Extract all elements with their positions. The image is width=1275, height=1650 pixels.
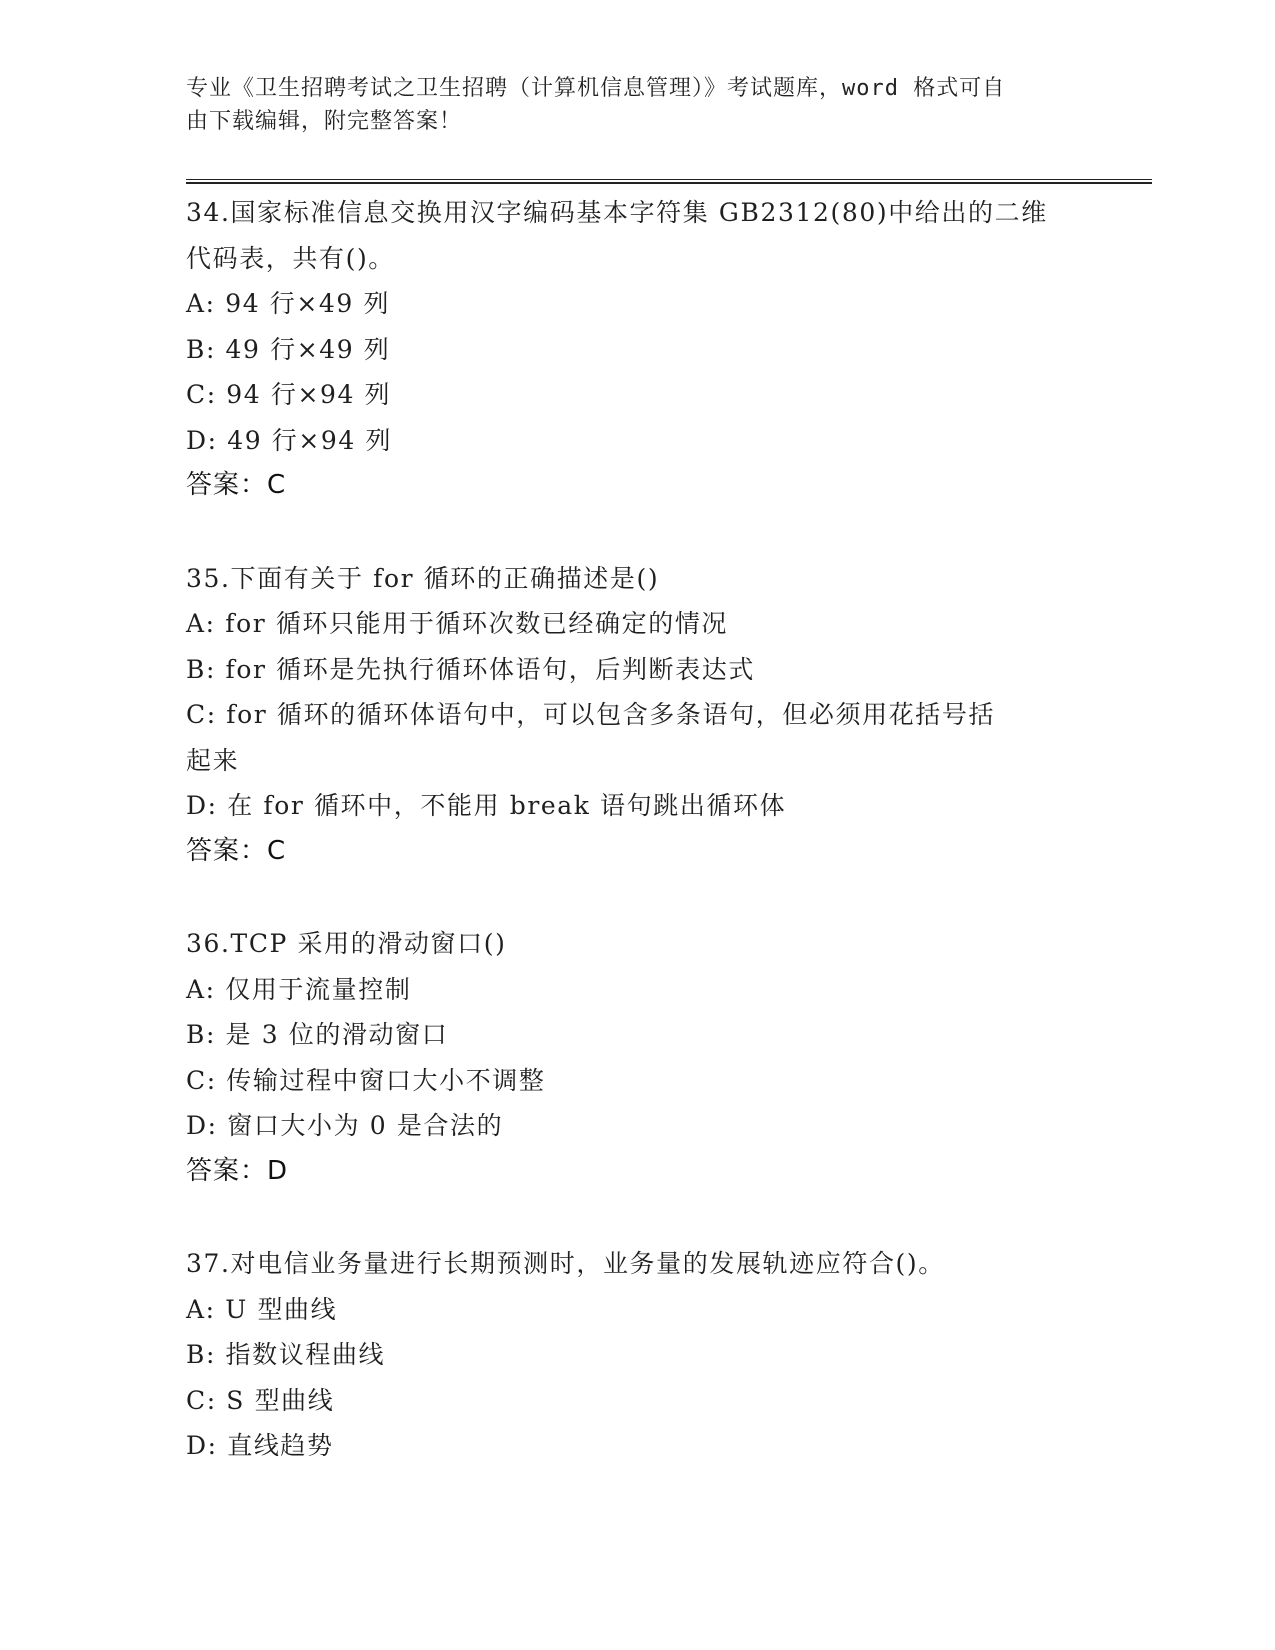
answer-option: D: 49 行×94 列 [186, 425, 393, 455]
question-stem: 34.国家标准信息交换用汉字编码基本字符集 GB2312(80)中给出的二维 [186, 198, 1048, 227]
question-list [186, 190, 1086, 1516]
answer-key: 答案：C [186, 470, 287, 500]
answer-option: A: 仅用于流量控制 [186, 974, 412, 1004]
header-line-1: 专业《卫生招聘考试之卫生招聘（计算机信息管理）》考试题库，word 格式可自 [186, 76, 1006, 101]
answer-key: 答案：D [186, 1155, 289, 1186]
answer-option: C: 传输过程中窗口大小不调整 [186, 1065, 546, 1095]
document-header [186, 72, 1086, 138]
question-block [186, 190, 1086, 509]
answer-key: 答案：C [186, 835, 287, 866]
header-divider-thin [186, 179, 1152, 180]
answer-option: A: 94 行×49 列 [186, 289, 391, 318]
answer-option: D: 窗口大小为 0 是合法的 [186, 1111, 504, 1140]
question-block [186, 921, 1086, 1194]
question-stem: 代码表，共有()。 [186, 243, 395, 273]
answer-option: D: 直线趋势 [186, 1431, 334, 1460]
question-block [186, 1241, 1086, 1469]
header-line-2: 由下载编辑，附完整答案！ [186, 109, 463, 134]
answer-option: A: for 循环只能用于循环次数已经确定的情况 [186, 609, 729, 638]
answer-option: B: for 循环是先执行循环体语句，后判断表达式 [186, 654, 755, 684]
answer-option: C: 94 行×94 列 [186, 380, 392, 409]
answer-option: 起来 [186, 745, 240, 775]
answer-option: B: 是 3 位的滑动窗口 [186, 1020, 449, 1049]
answer-option: B: 指数议程曲线 [186, 1340, 386, 1369]
answer-option: C: S 型曲线 [186, 1385, 335, 1415]
answer-option: B: 49 行×49 列 [186, 334, 391, 364]
question-stem: 36.TCP 采用的滑动窗口() [186, 929, 507, 958]
question-block [186, 556, 1086, 875]
answer-option: C: for 循环的循环体语句中，可以包含多条语句，但必须用花括号括 [186, 700, 996, 729]
header-divider-thick [186, 182, 1152, 184]
answer-option: D: 在 for 循环中，不能用 break 语句跳出循环体 [186, 791, 787, 820]
question-stem: 37.对电信业务量进行长期预测时，业务量的发展轨迹应符合()。 [186, 1249, 945, 1278]
question-stem: 35.下面有关于 for 循环的正确描述是() [186, 563, 660, 593]
answer-option: A: U 型曲线 [186, 1294, 338, 1324]
